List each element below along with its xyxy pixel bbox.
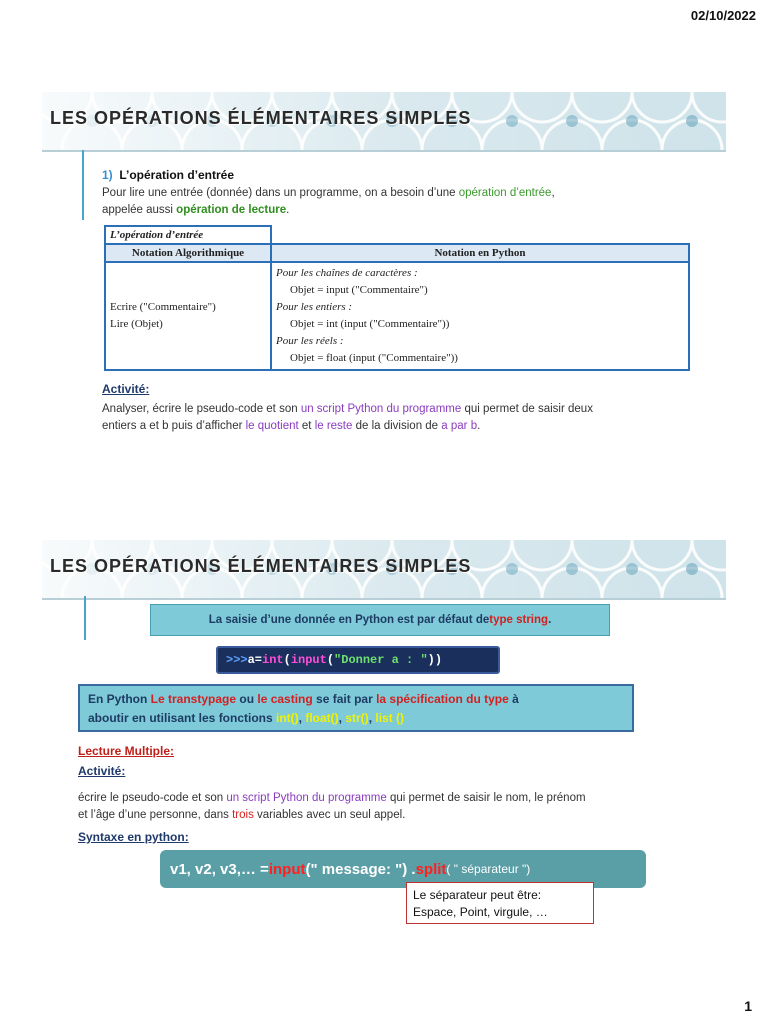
- code-paren: (: [283, 653, 291, 667]
- code-prompt: >>>: [226, 653, 248, 667]
- fn-int: int(): [276, 711, 299, 725]
- code-int: int: [262, 653, 284, 667]
- text: La saisie d’une donnée en Python est par défaut de: [208, 614, 490, 626]
- highlight-reste: le reste: [314, 420, 353, 432]
- text: de la division de: [352, 420, 442, 432]
- slide1-accent-bar: [82, 150, 84, 220]
- algo-line-lire: Lire (Objet): [110, 318, 163, 330]
- python-code-int: Objet = int (input ("Commentaire")): [290, 318, 450, 330]
- intro-paragraph: [102, 185, 704, 219]
- section-number: 1): [102, 168, 113, 182]
- text: se fait par: [312, 692, 377, 706]
- code-example-box: [216, 646, 500, 674]
- slide2-accent-bar: [84, 596, 86, 640]
- python-code-float: Objet = float (input ("Commentaire")): [290, 352, 458, 364]
- lecture-multiple-title: Lecture Multiple:: [78, 744, 175, 758]
- activity2-title: Activité:: [78, 764, 126, 778]
- notation-table: [104, 225, 690, 371]
- header-python: Notation en Python: [271, 244, 689, 262]
- python-label-string: Pour les chaînes de caractères :: [276, 267, 418, 279]
- text: appelée aussi: [102, 204, 177, 216]
- note-line-1: Le séparateur peut être:: [413, 888, 542, 902]
- fn-float: float(): [305, 711, 339, 725]
- text: .: [286, 204, 290, 216]
- text: écrire le pseudo-code et son: [78, 792, 227, 804]
- activity1-paragraph: [102, 401, 706, 435]
- text: à: [508, 692, 519, 706]
- header-algorithmique: Notation Algorithmique: [105, 244, 271, 262]
- syntax-split: split: [415, 860, 447, 878]
- fn-str: str(): [345, 711, 369, 725]
- syntax-vars: v1, v2, v3,… =: [170, 860, 269, 878]
- python-cell: [271, 262, 689, 370]
- syntax-title: Syntaxe en python:: [78, 830, 189, 844]
- table-caption: L’opération d’entrée: [105, 226, 271, 244]
- code-paren: (: [326, 653, 335, 667]
- code-paren: )): [427, 653, 443, 667]
- activity2-paragraph: [78, 790, 708, 824]
- code-string: "Donner a : ": [334, 653, 428, 667]
- section-title: L’opération d’entrée: [119, 168, 235, 182]
- highlight-script: un script Python du programme: [300, 403, 462, 415]
- syntax-input: input: [268, 860, 306, 878]
- slide2-banner: [42, 540, 726, 600]
- default-type-box: [150, 604, 610, 636]
- note-line-2: Espace, Point, virgule, …: [413, 905, 548, 919]
- slide1-title: LES OPÉRATIONS ÉLÉMENTAIRES SIMPLES: [50, 108, 472, 128]
- highlight-trois: trois: [232, 809, 254, 821]
- empty-cell: [271, 226, 689, 244]
- python-label-int: Pour les entiers :: [276, 301, 353, 313]
- syntax-message: (" message: ") .: [305, 860, 416, 878]
- highlight-entree: opération d’entrée: [458, 187, 552, 199]
- text: Pour lire une entrée (donnée) dans un programme, on a besoin d’une: [102, 187, 459, 199]
- text: et l’âge d’une personne, dans: [78, 809, 233, 821]
- text: entiers a et b puis d’afficher: [102, 420, 246, 432]
- text: .: [477, 420, 481, 432]
- text: qui permet de saisir le nom, le prénom: [386, 792, 586, 804]
- algo-line-ecrire: Ecrire ("Commentaire"): [110, 301, 216, 313]
- highlight-type-string: type string: [489, 614, 549, 626]
- text: et: [298, 420, 315, 432]
- text: ou: [236, 692, 258, 706]
- highlight-transtypage: Le transtypage: [150, 692, 237, 706]
- text: Analyser, écrire le pseudo-code et son: [102, 403, 301, 415]
- text: variables avec un seul appel.: [253, 809, 406, 821]
- activity1-title: Activité:: [102, 382, 150, 396]
- python-label-float: Pour les réels :: [276, 335, 344, 347]
- algo-cell: [105, 262, 271, 370]
- code-variable: a=: [247, 653, 263, 667]
- separator: ,: [368, 711, 376, 725]
- section-heading: [102, 168, 234, 182]
- highlight-quotient: le quotient: [245, 420, 299, 432]
- highlight-casting: le casting: [257, 692, 313, 706]
- text: En Python: [88, 692, 151, 706]
- casting-box: [78, 684, 634, 732]
- text: .: [548, 614, 552, 626]
- python-code-string: Objet = input ("Commentaire"): [290, 284, 428, 296]
- separator: ,: [298, 711, 306, 725]
- text: aboutir en utilisant les fonctions: [88, 711, 277, 725]
- separator-note: [406, 882, 594, 924]
- highlight-script: un script Python du programme: [226, 792, 387, 804]
- text: ,: [551, 187, 555, 199]
- date: 02/10/2022: [690, 8, 756, 23]
- slide2-title: LES OPÉRATIONS ÉLÉMENTAIRES SIMPLES: [50, 556, 472, 576]
- fn-list: list (): [375, 711, 405, 725]
- code-input: input: [290, 653, 327, 667]
- page-number: 1: [744, 998, 752, 1014]
- highlight-specification: la spécification du type: [376, 692, 509, 706]
- separator: ,: [338, 711, 346, 725]
- slide1-banner: [42, 92, 726, 152]
- text: qui permet de saisir deux: [461, 403, 593, 415]
- highlight-lecture: opération de lecture: [176, 204, 287, 216]
- highlight-a-par-b: a par b: [441, 420, 478, 432]
- syntax-separator: ( " séparateur "): [446, 862, 531, 876]
